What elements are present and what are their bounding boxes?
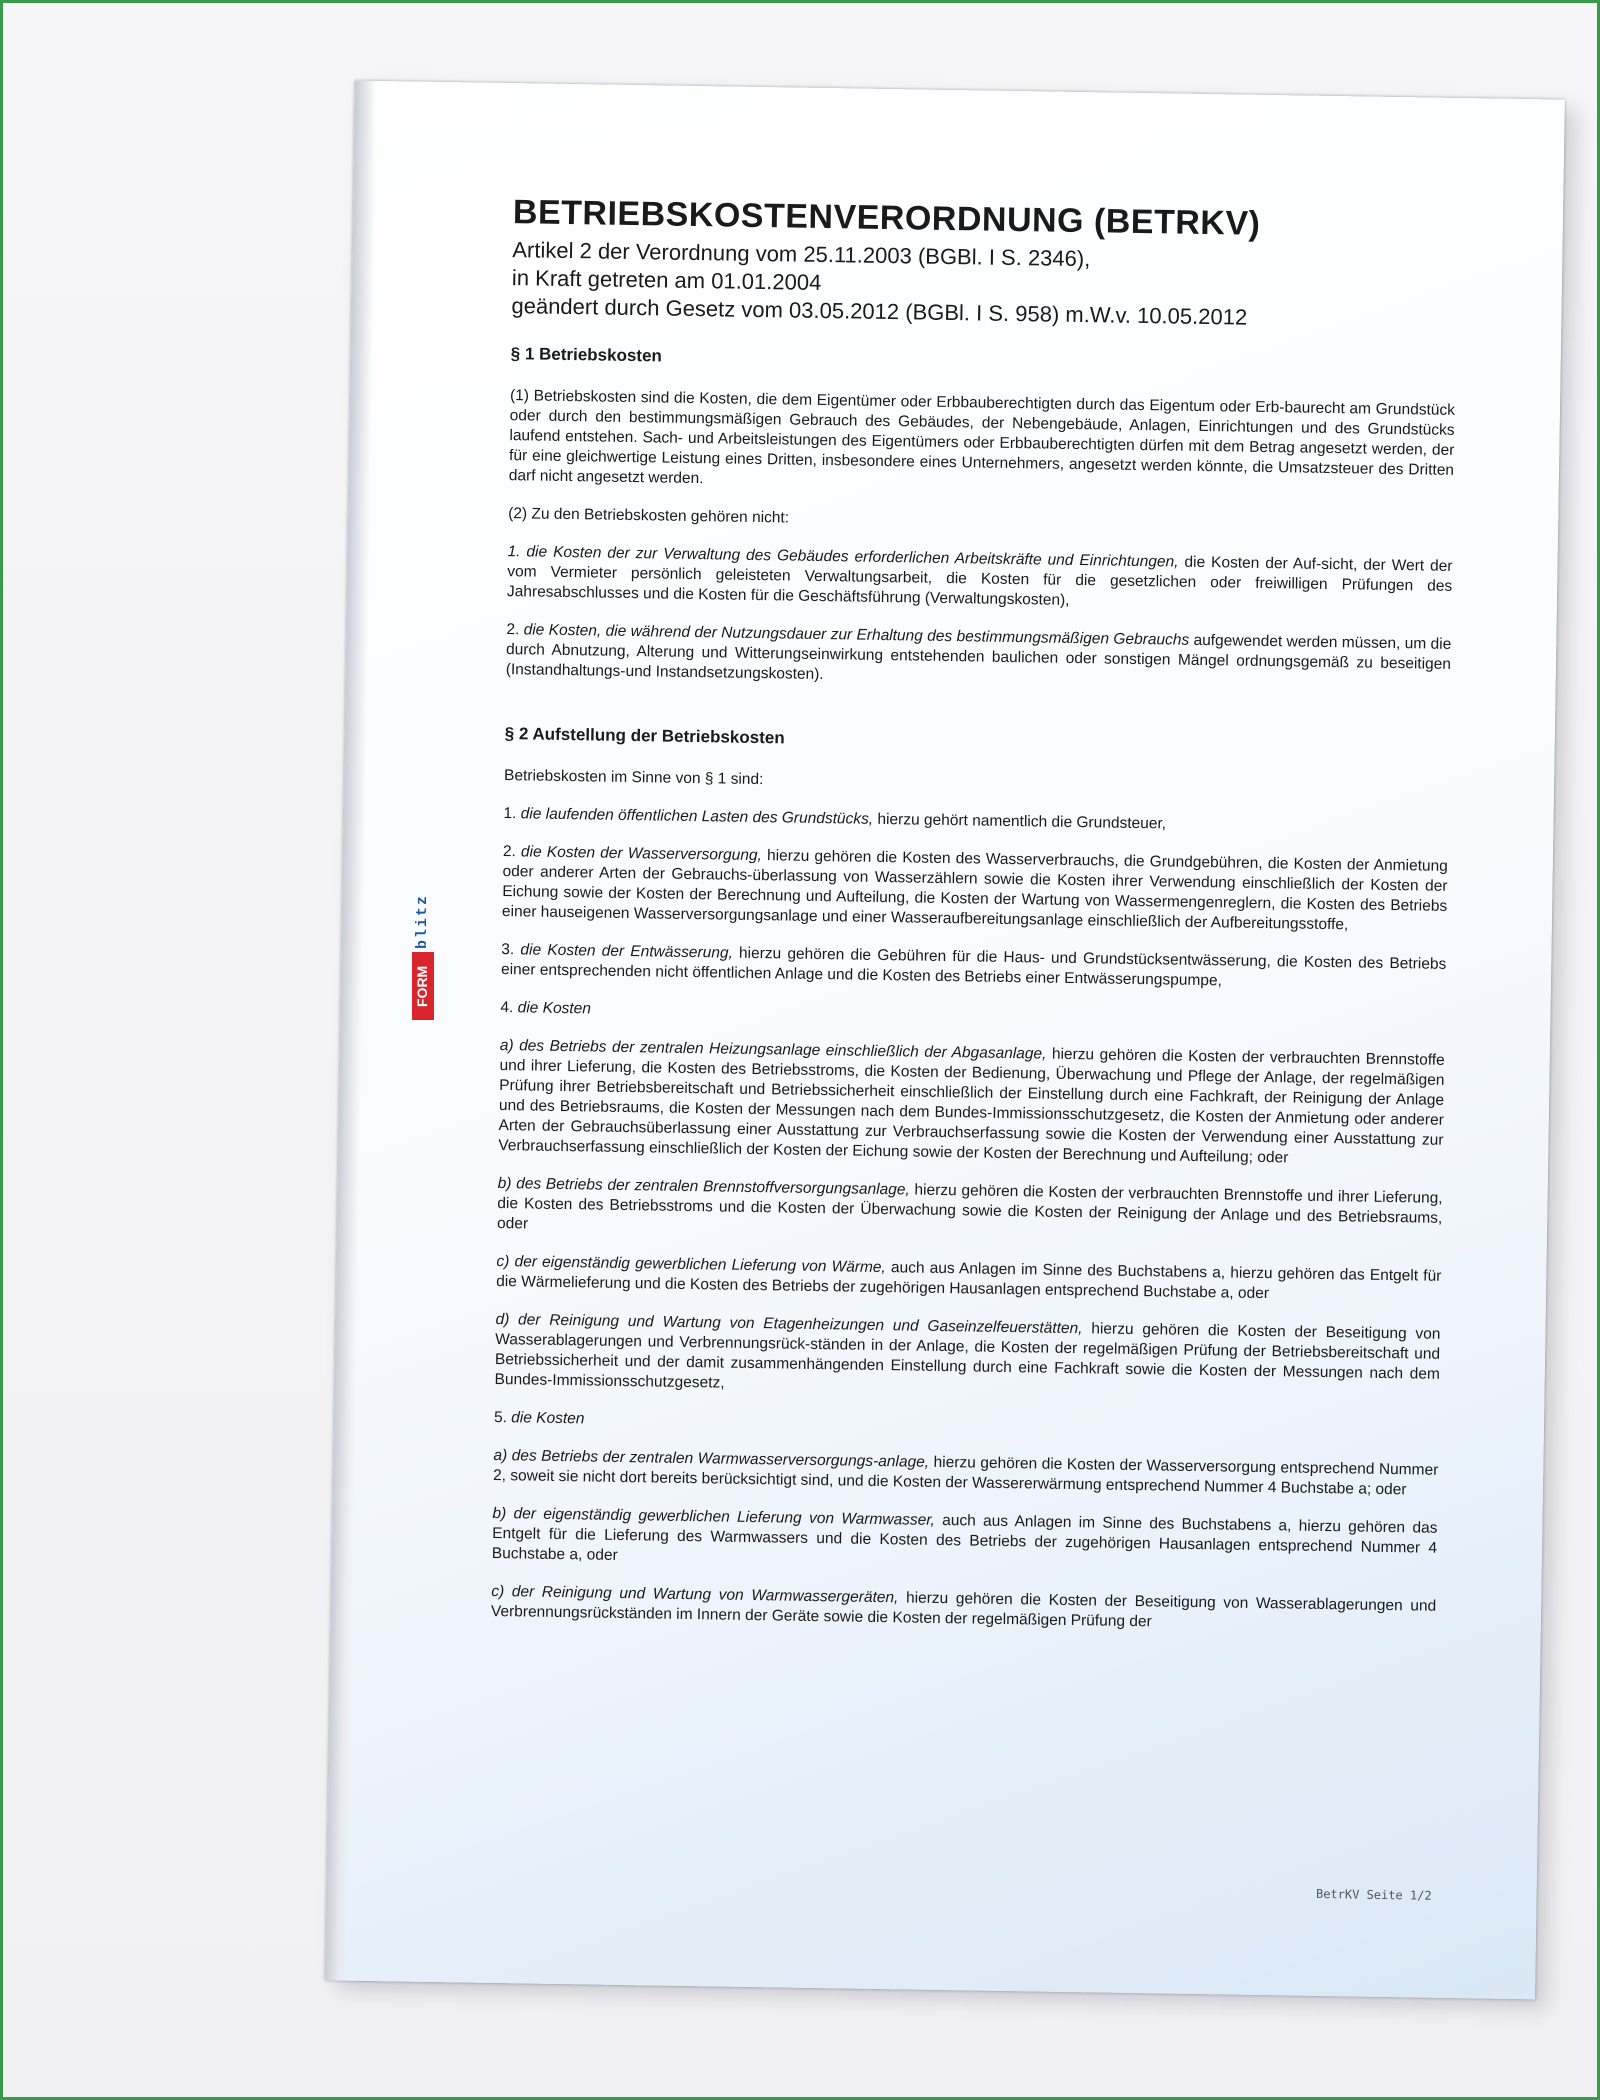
section-2-item-4b-italic: b) des Betriebs der zentralen Brennstoffversorgungsanlage, [497,1174,910,1199]
section-2-item-1-prefix: 1. [503,805,521,823]
document-page [325,81,1565,2000]
page-footer: BetrKV Seite 1/2 [1315,1886,1432,1903]
section-2-item-3-italic: die Kosten der Entwässerung, [520,941,733,962]
section-2-item-4b-text: hierzu gehören die Kosten der verbrauchten Brennstoffe und ihrer Lieferung, die Kosten des Betriebsstroms und die Kosten der Überwachung sowie die Kosten der Reinigung der Anlage und des Betriebsraums, oder [496,1181,1443,1233]
section-1-item-2-italic: die Kosten, die während der Nutzungsdauer zur Erhaltung des bestimmungsmäßigen Gebrauchs [523,621,1190,649]
section-1-paragraph-2: (2) Zu den Betriebskosten gehören nicht: [508,505,790,527]
logo-form-text: FORM [412,952,434,1020]
section-2-item-4c-italic: c) der eigenständig gewerblichen Lieferung von Wärme, [496,1252,886,1277]
section-2-item-5a-text: hierzu gehören die Kosten der Wasserversorgung entsprechend Nummer 2, soweit sie nicht dort bereits berücksichtigt sind, und die Kosten der Wassererwärmung entsprechend Nummer 4 Buchstabe a; oder [492,1453,1439,1499]
section-2-item-4c [496,1252,1442,1307]
document-content [491,193,1459,1655]
section-2-item-2 [502,842,1448,937]
section-2-item-2-prefix: 2. [502,843,522,861]
document-subtitle-3: geändert durch Gesetz vom 03.05.2012 (BGBl. I S. 958) m.W.v. 10.05.2012 [511,293,1248,330]
section-2-item-4b [497,1174,1443,1249]
section-2-item-1-text: hierzu gehört namentlich die Grundsteuer, [872,810,1167,833]
section-2-item-3-text: hierzu gehören die Gebühren für die Haus- und Grundstücksentwässerung, die Kosten des Betriebs einer entsprechenden nicht öffentlichen Anlage und die Kosten des Betriebs einer Entwässerungspumpe, [500,944,1447,990]
section-2-item-5c [491,1582,1437,1637]
section-2-item-5-italic: die Kosten [511,1409,585,1428]
section-2-item-5 [494,1408,1439,1443]
section-2-item-1 [503,804,1448,839]
section-2-item-2-text: hierzu gehören die Kosten des Wasserverbrauchs, die Grundgebühren, die Kosten der Anmietung oder anderer Arten der Gebrauchs-überlassung von Wasserzählern sowie die Kosten ihrer Verwendung einschließlich der Kosten der Eichung sowie der Kosten der Berechnung und Aufteilung, die Kosten der Wartung von Wassermengenreglern, die Kosten des Betriebs einer hauseigenen Wasserversorgungsanlage und einer Wasseraufbereitungsanlage einschließlich der Aufbereitungsstoffe, [501,847,1448,934]
section-2-heading: § 2 Aufstellung der Betriebskosten [504,724,785,748]
section-1-item-1-italic: 1. die Kosten der zur Verwaltung des Gebäudes erforderlichen Arbeitskräfte und Einrichtungen, [507,543,1179,571]
section-2-item-5c-text: hierzu gehören die Kosten der Beseitigung von Wasserablagerungen und Verbrennungsrückständen im Innern der Geräte sowie die Kosten der regelmäßigen Prüfung der [490,1589,1437,1631]
section-2-item-4a-text: hierzu gehören die Kosten der verbrauchten Brennstoffe und ihrer Lieferung, die Kosten des Betriebsstroms, die Kosten der Bedienung, Überwachung und Pflege der Anlage, der regelmäßigen Prüfung ihrer Betriebsbereitschaft und Betriebssicherheit einschließlich der Einstellung durch eine Fachkraft, der Reinigung der Anlage und des Betriebsraums, die Kosten der Messungen nach dem Bundes-Immissionsschutzgesetz, die Kosten der Anmietung oder anderer Arten der Gebrauchsüberlassung einer Ausstattung zur Verbrauchserfassung sowie die Kosten der Verwendung einer Ausstattung zur Verbrauchserfassung einschließlich der Kosten der Eichung sowie der Kosten der Berechnung und Aufteilung; oder [498,1045,1445,1167]
section-2-item-4d-italic: d) der Reinigung und Wartung von Etagenheizungen und Gaseinzelfeuerstätten, [495,1310,1083,1338]
section-2-item-3 [501,940,1447,995]
section-2-item-4a [498,1036,1445,1171]
section-2-item-5b [492,1504,1438,1579]
section-2-item-3-prefix: 3. [501,941,521,959]
section-2-item-4a-italic: a) des Betriebs der zentralen Heizungsanlage einschließlich der Abgasanlage, [499,1037,1047,1063]
section-2-item-4-italic: die Kosten [517,999,592,1018]
document-title: BETRIEBSKOSTENVERORDNUNG (BETRKV) [512,193,1261,243]
section-1-item-2 [506,620,1452,695]
section-2-item-2-italic: die Kosten der Wasserversorgung, [520,843,763,865]
document-subtitle-1: Artikel 2 der Verordnung vom 25.11.2003 (BGBl. I S. 2346), [512,237,1091,272]
section-2-item-5b-italic: b) der eigenständig gewerblichen Lieferung von Warmwasser, [492,1504,936,1529]
section-1-item-2-text: aufgewendet werden müssen, um die durch Abnutzung, Alterung und Witterungseinwirkung entstehenden baulichen oder sonstigen Mängel ordnungsgemäß zu beseitigen (Instandhaltungs-und Instandsetzungskosten). [505,631,1452,684]
section-2-item-5a-italic: a) des Betriebs der zentralen Warmwasserversorgungs-anlage, [493,1446,930,1471]
section-2-intro: Betriebskosten im Sinne von § 1 sind: [503,767,764,789]
section-2-item-4c-text: auch aus Anlagen im Sinne des Buchstabens a, hierzu gehören das Entgelt für die Wärmelieferung und die Kosten des Betriebs der zugehörigen Hausanlagen entsprechend Buchstabe a, oder [496,1259,1442,1303]
section-2-item-4d-text: hierzu gehören die Kosten der Beseitigung von Wasserablagerungen und Verbrennungsrück-ständen in der Anlage, die Kosten der regelmäßigen Prüfung der Betriebsbereitschaft und Betriebssicherheit und der damit zusammenhängenden Einstellung durch eine Fachkraft sowie die Kosten der Messungen nach dem Bundes-Immissionsschutzgesetz, [494,1320,1441,1392]
section-2-item-5b-text: auch aus Anlagen im Sinne des Buchstabens a, hierzu gehören das Entgelt für die Lieferung des Warmwassers und die Kosten des Betriebs der zugehörigen Hausanlagen entsprechend Nummer 4 Buchstabe a, oder [491,1511,1438,1564]
formblitz-logo [412,870,434,1020]
section-1-heading: § 1 Betriebskosten [510,344,663,366]
section-2-item-5a [493,1446,1439,1501]
section-1-item-1-text: die Kosten der Auf-sicht, der Wert der vom Vermieter persönlich geleisteten Verwaltungsarbeit, die Kosten für die gesetzlichen oder freiwilligen Prüfungen des Jahresabschlusses und die Kosten für die Geschäftsführung (Verwaltungskosten), [506,553,1453,609]
section-2-item-1-italic: die laufenden öffentlichen Lasten des Grundstücks, [520,805,874,828]
section-2-item-4-prefix: 4. [500,999,518,1017]
section-2-item-5-prefix: 5. [493,1408,512,1427]
logo-blitz-text: blitz [414,893,431,949]
section-1-item-1 [507,542,1453,617]
section-1-item-2-prefix: 2. [506,621,524,639]
section-2-item-5c-italic: c) der Reinigung und Wartung von Warmwassergeräten, [491,1582,899,1607]
section-1-paragraph-1: (1) Betriebskosten sind die Kosten, die dem Eigentümer oder Erbbauberechtigten durch das Eigentum oder Erb-baurecht am Grundstück oder durch den bestimmungsmäßigen Gebrauch des Gebäudes, der Nebengebäude, Anlagen, Einrichtungen und des Grundstücks laufend entstehen. Sach- und Arbeitsleistungen des Eigentümers oder Erbbauberechtigten dürfen mit dem Betrag angesetzt werden, der für eine gleichwertige Leistung eines Dritten, insbesondere eines Unternehmers, angesetzt werden könnte, die Umsatzsteuer des Dritten darf nicht angesetzt werden. [508,387,1456,488]
section-2-item-4 [500,998,1445,1033]
document-subtitle-2: in Kraft getreten am 01.01.2004 [511,265,822,295]
section-2-item-4d [494,1310,1440,1405]
